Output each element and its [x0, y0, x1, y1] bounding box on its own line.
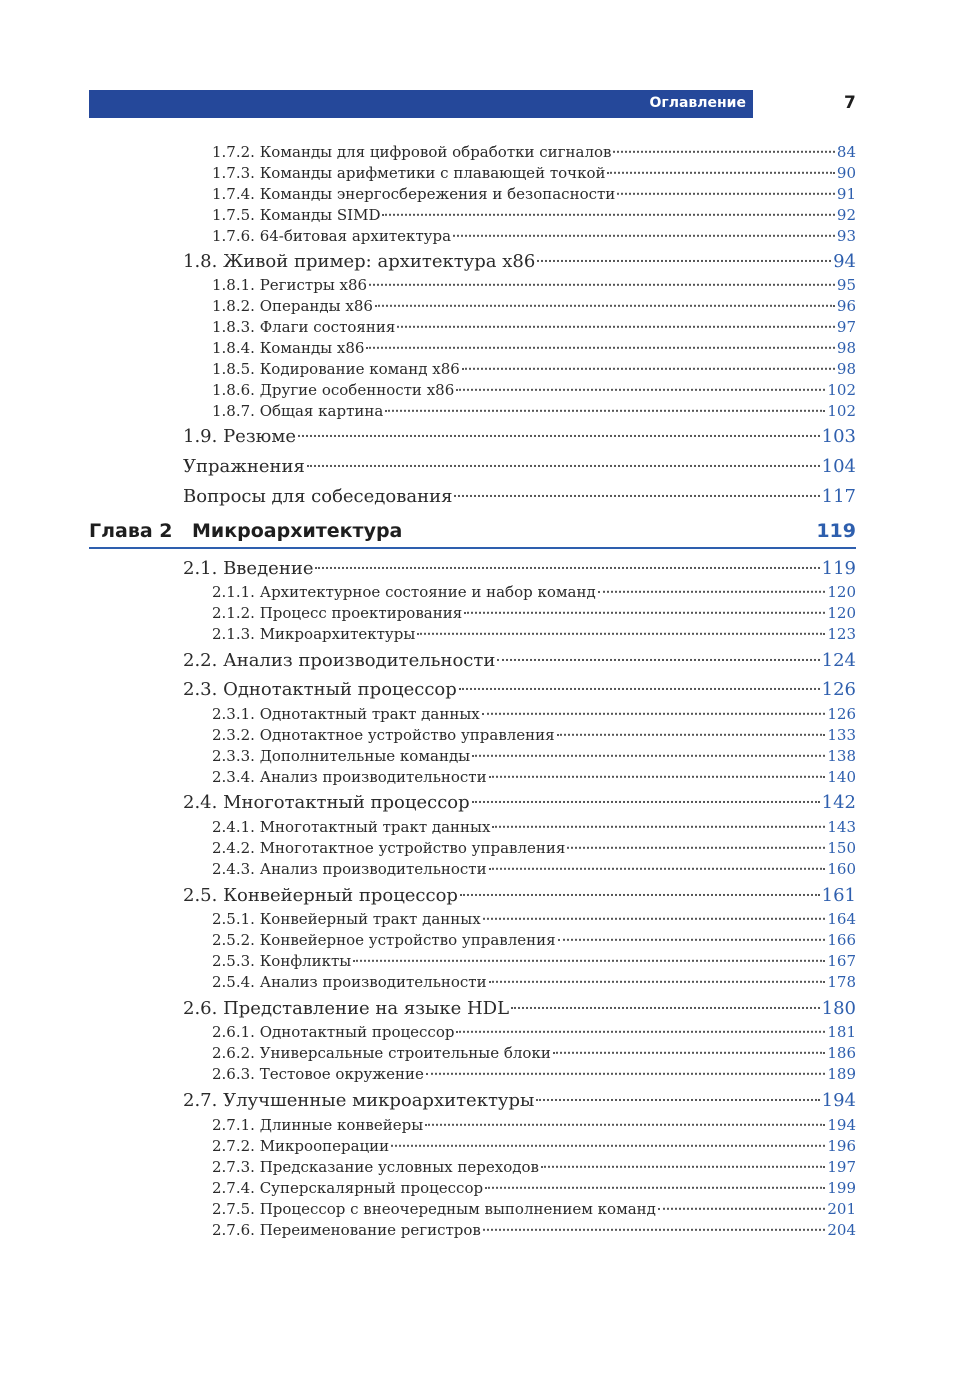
toc-entry[interactable]	[212, 857, 856, 878]
header-bar	[89, 90, 753, 118]
toc-entry-page: 98	[836, 339, 856, 357]
toc-entry-title: 1.7.6. 64-битовая архитектура	[212, 227, 452, 245]
dot-leader	[391, 1130, 825, 1147]
toc-entry[interactable]	[212, 970, 856, 991]
dot-leader	[460, 876, 820, 896]
toc-entry-page: 95	[836, 276, 856, 294]
dot-leader	[658, 1193, 825, 1210]
dot-leader	[553, 1037, 826, 1054]
toc-entry-title: 2.4. Многотактный процессор	[183, 792, 470, 813]
dot-leader	[456, 1016, 825, 1033]
dot-leader	[558, 924, 826, 941]
toc-entry-page: 96	[836, 297, 856, 315]
dot-leader	[417, 618, 825, 635]
toc-entry-title: 2.4.3. Анализ производительности	[212, 860, 487, 878]
toc-entry-page: 98	[836, 360, 856, 378]
dot-leader	[483, 1214, 826, 1231]
toc-entry-title: 2.4.1. Многотактный тракт данных	[212, 818, 491, 836]
dot-leader	[482, 698, 826, 715]
toc-entry-title: 2.7.6. Переименование регистров	[212, 1221, 481, 1239]
toc-entry-page: 120	[827, 583, 856, 601]
dot-leader	[607, 157, 834, 174]
toc-entry-title: 1.7.4. Команды энергосбережения и безопасности	[212, 185, 616, 203]
toc-entry-page: 143	[827, 818, 856, 836]
toc-entry-title: Упражнения	[183, 456, 305, 477]
toc-entry-title: 2.1. Введение	[183, 558, 314, 579]
dot-leader	[366, 332, 834, 349]
toc-entry-page: 142	[821, 792, 856, 813]
toc-entry-page: 123	[827, 625, 856, 643]
toc-entry-page: 124	[821, 650, 856, 671]
toc-entry-page: 160	[827, 860, 856, 878]
toc-entry-title: 2.6.3. Тестовое окружение	[212, 1065, 424, 1083]
toc-entry-page: 161	[821, 885, 856, 906]
toc-entry-title: 1.7.2. Команды для цифровой обработки сигналов	[212, 143, 612, 161]
dot-leader	[382, 199, 834, 216]
toc-entry-title: 1.8.2. Операнды x86	[212, 297, 373, 315]
toc-entry-title: 2.3.4. Анализ производительности	[212, 768, 487, 786]
toc-entry-page: 104	[821, 456, 856, 477]
toc-entry[interactable]	[212, 622, 856, 643]
toc-entry-page: 194	[821, 1090, 856, 1111]
toc-entry[interactable]	[183, 422, 856, 447]
dot-leader	[537, 242, 831, 262]
toc-entry-title: 1.8.3. Флаги состояния	[212, 318, 396, 336]
chapter-title: Микроархитектура	[192, 520, 403, 542]
dot-leader	[385, 395, 825, 412]
toc-entry-page: 181	[827, 1023, 856, 1041]
dot-leader	[598, 576, 826, 593]
toc-entry-title: 2.3.1. Однотактный тракт данных	[212, 705, 480, 723]
toc-entry-title: 2.7.5. Процессор с внеочередным выполнением команд	[212, 1200, 656, 1218]
dot-leader	[541, 1151, 825, 1168]
toc-entry-title: 2.4.2. Многотактное устройство управления	[212, 839, 566, 857]
dot-leader	[511, 989, 820, 1009]
dot-leader	[472, 783, 820, 803]
dot-leader	[459, 670, 820, 690]
dot-leader	[375, 290, 835, 307]
toc-entry-title: 2.1.1. Архитектурное состояние и набор команд	[212, 583, 596, 601]
toc-entry-title: 1.9. Резюме	[183, 426, 296, 447]
toc-entry-page: 119	[821, 558, 856, 579]
dot-leader	[462, 353, 835, 370]
toc-entry-title: 1.8.7. Общая картина	[212, 402, 384, 420]
toc-entry-title: 2.5.2. Конвейерное устройство управления	[212, 931, 556, 949]
toc-entry-page: 138	[827, 747, 856, 765]
dot-leader	[369, 269, 835, 286]
dot-leader	[485, 1172, 825, 1189]
chapter-label: Глава 2	[89, 520, 173, 542]
toc-entry-page: 199	[827, 1179, 856, 1197]
dot-leader	[453, 220, 835, 237]
toc-entry[interactable]	[183, 452, 856, 477]
toc-entry-title: 2.3.3. Дополнительные команды	[212, 747, 471, 765]
toc-entry-title: 2.5.4. Анализ производительности	[212, 973, 487, 991]
dot-leader	[472, 740, 825, 757]
toc-entry-page: 117	[821, 486, 856, 507]
toc-entry-page: 103	[821, 426, 856, 447]
dot-leader	[492, 811, 825, 828]
toc-entry-title: 1.7.5. Команды SIMD	[212, 206, 381, 224]
chapter-page: 119	[816, 520, 856, 542]
toc-entry-page: 180	[821, 998, 856, 1019]
toc-entry-title: 1.8.4. Команды x86	[212, 339, 365, 357]
toc-entry-page: 140	[827, 768, 856, 786]
dot-leader	[536, 1081, 819, 1101]
toc-entry[interactable]	[183, 646, 856, 671]
dot-leader	[353, 945, 825, 962]
dot-leader	[426, 1058, 826, 1075]
dot-leader	[489, 966, 826, 983]
toc-entry-page: 201	[827, 1200, 856, 1218]
toc-entry-title: 2.6.1. Однотактный процессор	[212, 1023, 455, 1041]
dot-leader	[489, 853, 826, 870]
dot-leader	[454, 477, 819, 497]
toc-entry-title: Вопросы для собеседования	[183, 486, 453, 507]
toc-entry-page: 91	[836, 185, 856, 203]
toc-entry-title: 2.5.1. Конвейерный тракт данных	[212, 910, 481, 928]
toc-entry-title: 2.3.2. Однотактное устройство управления	[212, 726, 555, 744]
page-number: 7	[844, 93, 856, 113]
dot-leader	[298, 417, 820, 437]
toc-entry-page: 93	[836, 227, 856, 245]
toc-entry-title: 2.1.2. Процесс проектирования	[212, 604, 463, 622]
toc-entry-title: 2.6. Представление на языке HDL	[183, 998, 510, 1019]
dot-leader	[567, 832, 825, 849]
toc-entry-title: 2.7. Улучшенные микроархитектуры	[183, 1090, 535, 1111]
toc-entry-page: 204	[827, 1221, 856, 1239]
toc-entry-title: 2.7.3. Предсказание условных переходов	[212, 1158, 539, 1176]
toc-entry-title: 2.7.1. Длинные конвейеры	[212, 1116, 424, 1134]
dot-leader	[464, 597, 825, 614]
toc-entry[interactable]	[183, 482, 856, 507]
toc-entry-page: 167	[827, 952, 856, 970]
toc-entry-page: 164	[827, 910, 856, 928]
toc-entry-page: 84	[836, 143, 856, 161]
toc-entry-title: 2.2. Анализ производительности	[183, 650, 496, 671]
toc-entry[interactable]	[212, 1218, 856, 1239]
toc-entry-title: 2.3. Однотактный процессор	[183, 679, 457, 700]
dot-leader	[617, 178, 835, 195]
chapter-heading[interactable]	[89, 520, 856, 549]
toc-entry-page: 92	[836, 206, 856, 224]
toc-entry-page: 186	[827, 1044, 856, 1062]
toc-entry-title: 1.8.6. Другие особенности x86	[212, 381, 455, 399]
dot-leader	[397, 311, 835, 328]
toc-entry-page: 166	[827, 931, 856, 949]
toc-entry[interactable]	[183, 788, 856, 813]
toc-entry[interactable]	[212, 1062, 856, 1083]
dot-leader	[557, 719, 826, 736]
toc-entry-title: 1.8.5. Кодирование команд x86	[212, 360, 460, 378]
toc-entry-page: 196	[827, 1137, 856, 1155]
toc-entry-page: 150	[827, 839, 856, 857]
toc-entry-page: 102	[827, 381, 856, 399]
toc-entry-page: 97	[836, 318, 856, 336]
toc-entry-title: 2.7.4. Суперскалярный процессор	[212, 1179, 484, 1197]
toc-entry-page: 94	[833, 251, 856, 272]
toc-entry-title: 2.7.2. Микрооперации	[212, 1137, 390, 1155]
toc-entry-page: 189	[827, 1065, 856, 1083]
dot-leader	[315, 549, 819, 569]
dot-leader	[497, 641, 819, 661]
toc-entry[interactable]	[183, 675, 856, 700]
toc-entry-title: 2.1.3. Микроархитектуры	[212, 625, 416, 643]
toc-entry-title: 2.5. Конвейерный процессор	[183, 885, 458, 906]
toc-entry-title: 1.8. Живой пример: архитектура x86	[183, 251, 536, 272]
toc-entry-page: 90	[836, 164, 856, 182]
dot-leader	[456, 374, 825, 391]
toc-entry-page: 133	[827, 726, 856, 744]
toc-entry-page: 197	[827, 1158, 856, 1176]
dot-leader	[483, 903, 826, 920]
toc-entry-page: 194	[827, 1116, 856, 1134]
header-title: Оглавление	[649, 95, 746, 111]
dot-leader	[613, 136, 834, 153]
dot-leader	[489, 761, 826, 778]
toc-entry-page: 178	[827, 973, 856, 991]
toc-entry-title: 1.8.1. Регистры x86	[212, 276, 368, 294]
toc-entry-title: 1.7.3. Команды арифметики с плавающей точкой	[212, 164, 606, 182]
toc-entry-title: 2.6.2. Универсальные строительные блоки	[212, 1044, 551, 1062]
dot-leader	[307, 447, 820, 467]
dot-leader	[425, 1109, 825, 1126]
toc-entry-page: 126	[827, 705, 856, 723]
toc-entry-title: 2.5.3. Конфликты	[212, 952, 352, 970]
toc-entry-page: 126	[821, 679, 856, 700]
toc-entry-page: 102	[827, 402, 856, 420]
toc-entry[interactable]	[183, 1086, 856, 1111]
toc-entry-page: 120	[827, 604, 856, 622]
